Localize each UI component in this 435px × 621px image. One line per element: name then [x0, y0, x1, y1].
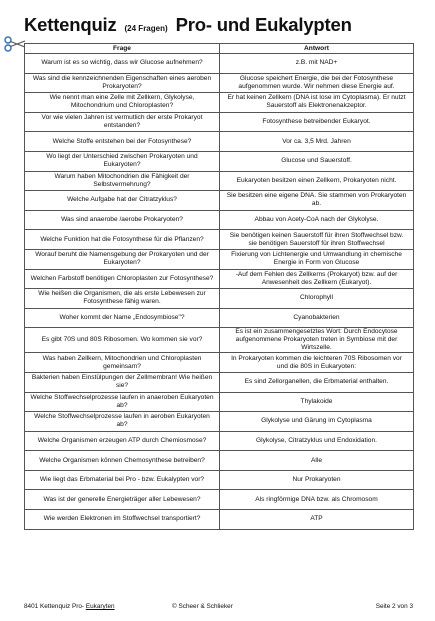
answer-cell: Sie benötigen keinen Sauerstoff für ihren Stoffwechsel bzw. sie benötigen Sauerstoff für ihren Stoffwechsel: [220, 230, 414, 250]
question-cell: Welche Funktion hat die Fotosynthese für die Pflanzen?: [25, 230, 220, 250]
table-row: [25, 451, 414, 471]
table-row: [25, 249, 414, 269]
question-cell: Welche Organismen erzeugen ATP durch Chemiosmose?: [25, 431, 220, 451]
table-row: [25, 289, 414, 309]
table-row: [25, 132, 414, 152]
question-cell: Vor wie vielen Jahren ist vermutlich der erste Prokaryot entstanden?: [25, 112, 220, 132]
table-row: [25, 230, 414, 250]
answer-cell: Es sind Zellorganellen, die Erbmaterial enthalten.: [220, 372, 414, 392]
question-cell: Worauf beruht die Namensgebung der Prokaryoten und der Eukaryoten?: [25, 249, 220, 269]
question-cell: Was sind anaerobe /aerobe Prokaryoten?: [25, 210, 220, 230]
footer-document-id: [24, 603, 115, 611]
question-cell: Welche Stoffwechselprozesse laufen in aeroben Eukaryoten ab?: [25, 412, 220, 432]
question-count: (24 Fragen): [124, 24, 168, 33]
question-cell: Welche Stoffwechselprozesse laufen in anaeroben Eukaryoten ab?: [25, 392, 220, 412]
scissors-icon: [4, 36, 26, 52]
column-header-answer: Antwort: [220, 44, 414, 54]
answer-cell: Fixierung von Lichtenergie und Umwandlung in chemische Energie in Form von Glucose: [220, 249, 414, 269]
footer-copyright: © Scheer & Schlieker: [172, 603, 233, 610]
table-row: [25, 392, 414, 412]
answer-cell: Glykolyse und Gärung im Cytoplasma: [220, 412, 414, 432]
question-cell: Welche Stoffe entstehen bei der Fotosynthese?: [25, 132, 220, 152]
answer-cell: z.B. mit NAD+: [220, 54, 414, 74]
answer-cell: Vor ca. 3,5 Mrd. Jahren: [220, 132, 414, 152]
footer-doc-number: 8401 Kettenquiz Pro-: [24, 603, 85, 610]
answer-cell: Er hat keinen Zellkern (DNA ist lose im Cytoplasma). Er nutzt Sauerstoff als Elektronenakzeptor.: [220, 93, 414, 113]
answer-cell: Glucose und Sauerstoff.: [220, 151, 414, 171]
question-cell: Welche Aufgabe hat der Citratzyklus?: [25, 191, 220, 211]
answer-cell: In Prokaryoten kommen die leichteren 70S Ribosomen vor und die 80S in Eukaryoten:: [220, 353, 414, 373]
answer-cell: Nur Prokaryoten: [220, 470, 414, 490]
question-cell: Welche Organismen können Chemosynthese betreiben?: [25, 451, 220, 471]
answer-cell: Chlorophyll: [220, 289, 414, 309]
question-cell: Welchen Farbstoff benötigen Chloroplasten zur Fotosynthese?: [25, 269, 220, 289]
answer-cell: Abbau von Acety-CoA nach der Glykolyse.: [220, 210, 414, 230]
question-cell: Wie nennt man eine Zelle mit Zellkern, Glykolyse, Mitochondrium und Chloroplasten?: [25, 93, 220, 113]
answer-cell: Es ist ein zusammengesetztes Wort: Durch Endocytose aufgenommene Prokaryoten treten in Symbiose mit der Wirtszelle.: [220, 328, 414, 353]
question-cell: Es gibt 70S und 80S Ribosomen. Wo kommen sie vor?: [25, 328, 220, 353]
table-row: [25, 490, 414, 510]
question-cell: Wie werden Elektronen im Stoffwechsel transportiert?: [25, 510, 220, 530]
answer-cell: -Auf dem Fehlen des Zellkerns (Prokaryot) bzw. auf der Anwesenheit des Zellkern (Eukaryot).: [220, 269, 414, 289]
column-header-question: Frage: [25, 44, 220, 54]
title-suffix: Pro- und Eukalypten: [175, 14, 352, 35]
table-row: [25, 112, 414, 132]
question-cell: Warum haben Mitochondrien die Fähigkeit der Selbstvermehrung?: [25, 171, 220, 191]
answer-cell: Glykolyse, Citratzyklus und Endoxidation.: [220, 431, 414, 451]
footer-page-number: Seite 2 von 3: [375, 603, 413, 610]
table-row: [25, 470, 414, 490]
question-cell: Bakterien haben Einstülpungen der Zellmembran! Wie heißen sie?: [25, 372, 220, 392]
question-cell: Was ist der generelle Energieträger aller Lebewesen?: [25, 490, 220, 510]
question-cell: Warum ist es so wichtig, dass wir Glucose aufnehmen?: [25, 54, 220, 74]
table-row: [25, 93, 414, 113]
table-header-row: [25, 44, 414, 54]
table-row: [25, 353, 414, 373]
answer-cell: Alle: [220, 451, 414, 471]
table-row: [25, 269, 414, 289]
answer-cell: Thylakoide: [220, 392, 414, 412]
table-row: [25, 191, 414, 211]
answer-cell: Als ringförmige DNA bzw. als Chromosom: [220, 490, 414, 510]
page-title: [24, 14, 352, 40]
table-row: [25, 171, 414, 191]
answer-cell: Fotosynthese betreibender Eukaryot.: [220, 112, 414, 132]
footer-doc-topic: Eukaryten: [85, 603, 115, 610]
answer-cell: Eukaryoten besitzen einen Zellkern, Prokaryoten nicht.: [220, 171, 414, 191]
question-cell: Was sind die kennzeichnenden Eigenschaften eines aeroben Prokaryoten?: [25, 73, 220, 93]
table-row: [25, 54, 414, 74]
answer-cell: Glucose speichert Energie, die bei der Fotosynthese aufgenommen wurde. Wir nehmen diese Energie auf.: [220, 73, 414, 93]
question-cell: Wie liegt das Erbmaterial bei Pro - bzw. Eukalypten vor?: [25, 470, 220, 490]
quiz-table: [24, 43, 414, 530]
title-prefix: Kettenquiz: [24, 14, 117, 35]
table-row: [25, 510, 414, 530]
answer-cell: ATP: [220, 510, 414, 530]
table-row: [25, 431, 414, 451]
question-cell: Wo liegt der Unterschied zwischen Prokaryoten und Eukaryoten?: [25, 151, 220, 171]
table-row: [25, 328, 414, 353]
table-row: [25, 210, 414, 230]
table-row: [25, 308, 414, 328]
question-cell: Wie heißen die Organismen, die als erste Lebewesen zur Fotosynthese fähig waren.: [25, 289, 220, 309]
question-cell: Woher kommt der Name „Endosymbiose"?: [25, 308, 220, 328]
table-row: [25, 372, 414, 392]
answer-cell: Sie besitzen eine eigene DNA. Sie stammen von Prokaryoten ab.: [220, 191, 414, 211]
question-cell: Was haben Zellkern, Mitochondrien und Chloroplasten gemeinsam?: [25, 353, 220, 373]
table-row: [25, 151, 414, 171]
answer-cell: Cyanobakterien: [220, 308, 414, 328]
table-row: [25, 73, 414, 93]
table-row: [25, 412, 414, 432]
